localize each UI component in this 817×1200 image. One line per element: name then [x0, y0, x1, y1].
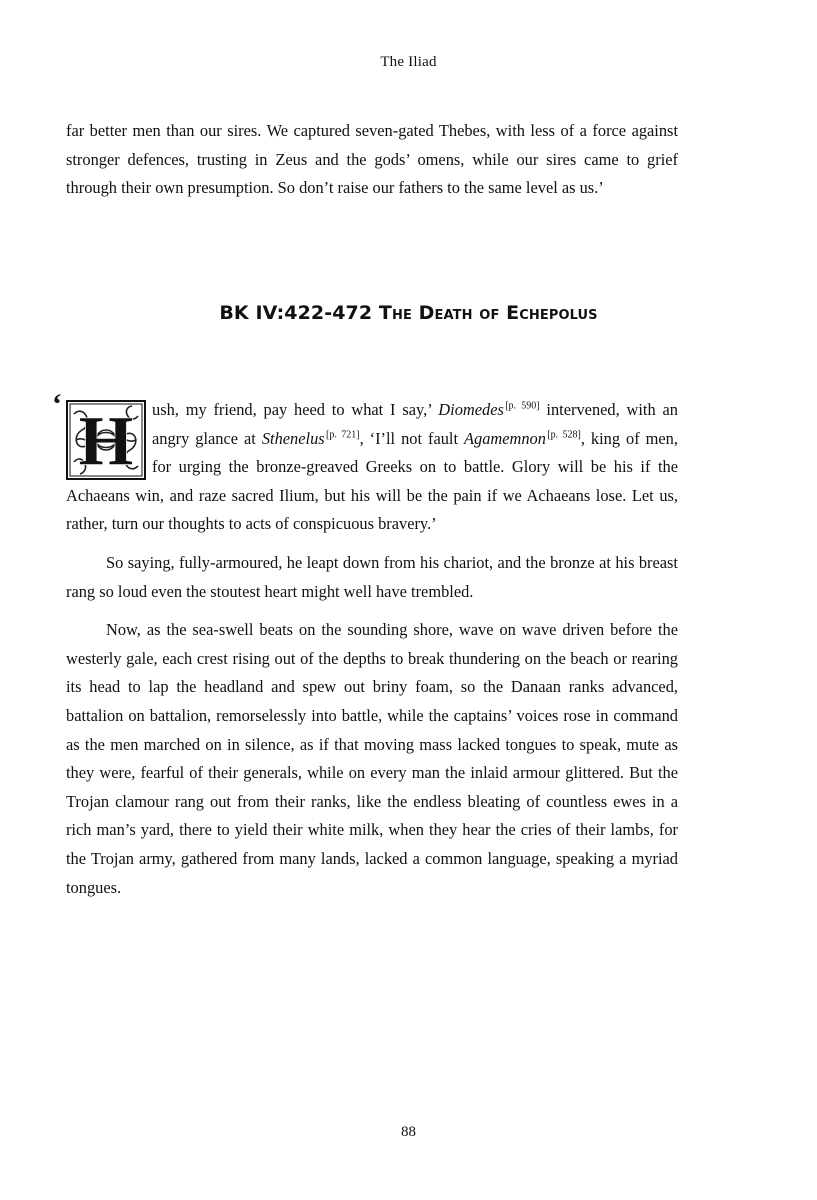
second-paragraph: So saying, fully-armoured, he leapt down from his chariot, and the bronze at his breast rang so loud even the stoutest heart might well have trembled.: [66, 552, 678, 601]
page-ref-diomedes[interactable]: [p. 590]: [505, 400, 540, 412]
running-head: The Iliad: [380, 54, 437, 70]
page-ref-agamemnon[interactable]: [p. 528]: [547, 429, 581, 441]
para1-text-2: intervened, with an angry glance at: [152, 400, 678, 448]
page-number: 88: [401, 1124, 416, 1140]
para1-text-4: , king of men, for urging the bronze-greaved Greeks on to battle. Glory will be his if the Achaeans win, and raze sacred Ilium, but his will be the pain if we Achaeans lose. Let us, rather, turn our thoughts to acts of conspicuous bravery.’: [66, 428, 678, 534]
para1-text-1: ush, my friend, pay heed to what I say,’: [152, 400, 439, 419]
section-body: [52, 388, 678, 902]
first-paragraph: [52, 388, 678, 539]
para1-text-3: , ‘I’ll not fault: [359, 428, 464, 448]
person-sthenelus: Sthenelus: [261, 428, 325, 448]
person-agamemnon: Agamemnon: [464, 428, 546, 448]
ornamental-dropcap-icon: [66, 400, 146, 480]
intro-section: [66, 117, 678, 203]
intro-paragraph: far better men than our sires. We captured seven-gated Thebes, with less of a force against stronger defences, trusting in Zeus and the gods’ omens, while our sires came to grief through their own presumption. So don’t raise our fathers to the same level as us.’: [66, 121, 678, 198]
section-heading: BK IV:422-472 The Death of Echepolus: [219, 302, 598, 324]
opening-quote-mark: ‘: [52, 388, 62, 421]
dropcap-letter: H: [78, 403, 134, 480]
page-ref-sthenelus[interactable]: [p. 721]: [326, 429, 360, 441]
dropcap-container: [52, 388, 152, 481]
third-paragraph: Now, as the sea-swell beats on the sounding shore, wave on wave driven before the westerly gale, each crest rising out of the depths to break thundering on the beach or rearing its head to lap the headland and spew out briny foam, so the Danaan ranks advanced, battalion on battalion, remorselessly into battle, while the captains’ voices rose in command as the men marched on in silence, as if that moving mass lacked tongues to speak, mute as they were, fearful of their generals, while on every man the inlaid armour glittered. But the Trojan clamour rang out from their ranks, like the endless bleating of countless ewes in a rich man’s yard, there to yield their white milk, when they hear the cries of their lambs, for the Trojan army, gathered from many lands, lacked a common language, speaking a myriad tongues.: [66, 620, 678, 897]
person-diomedes: Diomedes: [438, 400, 504, 419]
